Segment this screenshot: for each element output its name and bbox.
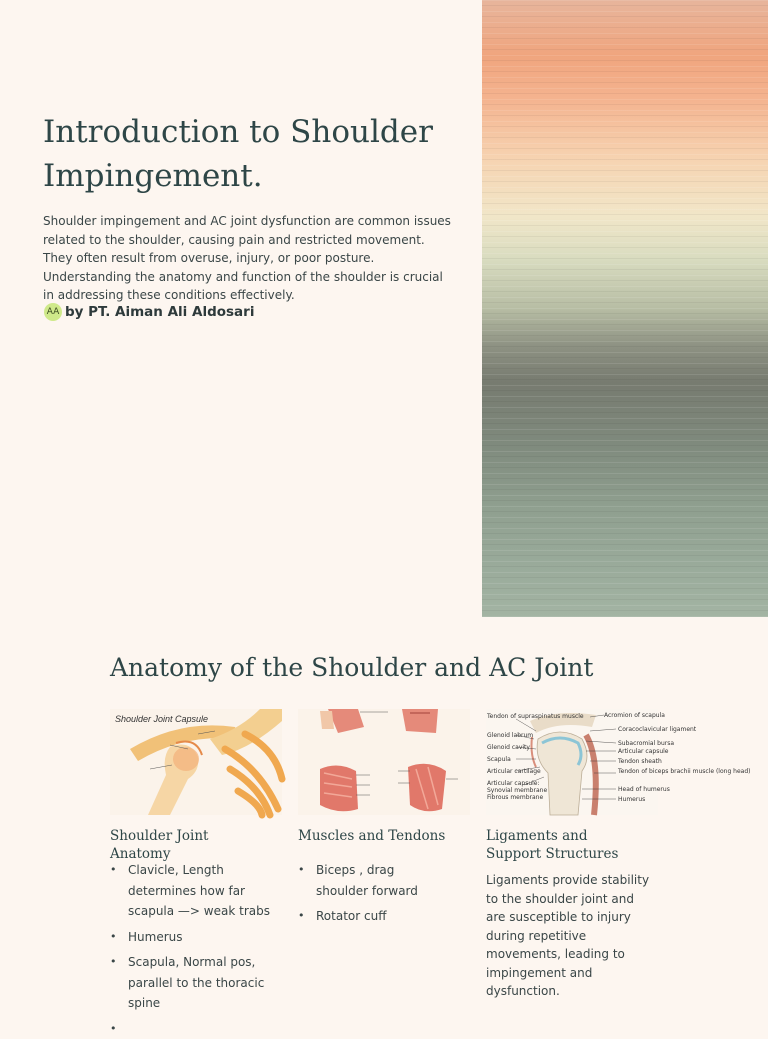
column-title-ligaments: Ligaments and Support Structures: [486, 828, 619, 862]
fig-label: Articular capsule:: [487, 780, 540, 787]
list-item: • Clavicle, Length determines how far scapula —> weak trabs: [110, 860, 270, 922]
fig-label: Subacromial bursa: [618, 740, 675, 747]
fig-label: Glenoid cavity: [487, 744, 530, 751]
shoulder-capsule-illustration: [110, 709, 282, 815]
fig-label: Articular cartilage: [487, 768, 541, 775]
author-name: by PT. Aiman Ali Aldosari: [65, 304, 255, 320]
list-item: • Rotator cuff: [298, 906, 428, 927]
author-line: [44, 303, 254, 321]
fig-label: Tendon of supraspinatus muscle: [487, 713, 584, 720]
capsule-figure-label: Shoulder Joint Capsule: [115, 714, 209, 724]
list-item: • Scapula, Normal pos, parallel to the thoracic spine: [110, 952, 270, 1014]
fig-label: Scapula: [487, 756, 511, 763]
fig-label: Acromion of scapula: [604, 712, 665, 719]
hero-gradient-image: [482, 0, 768, 617]
intro-paragraph: Shoulder impingement and AC joint dysfunction are common issues related to the shoulder, causing pain and restricted movement. They often result from overuse, injury, or poor posture. Understanding the anatomy and function of the shoulder is crucial in addressing these conditions effectively.: [43, 214, 451, 302]
list-item: • Humerus: [110, 927, 270, 948]
ligaments-illustration: [486, 709, 751, 815]
fig-label: Coracoclavicular ligament: [618, 726, 697, 733]
section-title: Anatomy of the Shoulder and AC Joint: [110, 653, 594, 682]
fig-label: Synovial membrane: [487, 787, 548, 794]
muscles-list: [298, 860, 428, 932]
fig-label: Glenoid labrum: [487, 732, 534, 739]
author-avatar: AA: [44, 303, 62, 321]
column-title-joint-anatomy: Shoulder Joint Anatomy: [110, 828, 209, 862]
page-title: Introduction to Shoulder Impingement.: [43, 114, 433, 194]
ligaments-description: Ligaments provide stability to the shoulder joint and are susceptible to injury during repetitive movements, leading to impingement and dysfunction.: [486, 873, 650, 998]
muscles-illustration: [298, 709, 470, 815]
column-title-muscles: Muscles and Tendons: [298, 828, 446, 844]
joint-anatomy-list: [110, 860, 270, 1019]
fig-label: Fibrous membrane: [487, 794, 544, 801]
list-item: • Biceps , drag shoulder forward: [298, 860, 428, 901]
fig-label: Tendon of biceps brachii muscle (long head): [618, 768, 751, 775]
fig-label: Head of humerus: [618, 786, 670, 793]
fig-label: Tendon sheath: [618, 758, 662, 765]
fig-label: Articular capsule: [618, 748, 669, 755]
fig-label: Humerus: [618, 796, 646, 803]
